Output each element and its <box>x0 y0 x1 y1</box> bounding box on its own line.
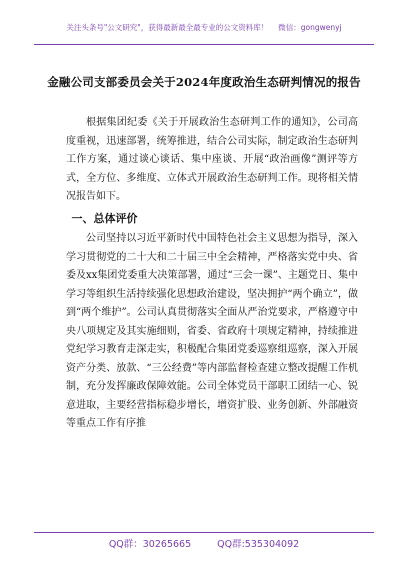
document-title: 金融公司支部委员会关于2024年度政治生态研判情况的报告 <box>47 75 361 89</box>
footer-divider <box>34 532 374 533</box>
footer <box>0 536 408 550</box>
promo-text: 关注头条号"公文研究"，获得最新最全最专业的公文资料库！ <box>66 23 269 32</box>
promo-banner <box>0 22 408 33</box>
section-paragraph: 公司坚持以习近平新时代中国特色社会主义思想为指导，深入学习贯彻党的二十大和二十届三中全会精神，严格落实党中央、省委及xx集团党委重大决策部署，通过“三会一课”、主题党日、集中学习等组织生活持续强化思想政治建设，坚决拥护“两个确立”，做到“两个维护”。公司认真贯彻落实全面从严治党要求，严格遵守中央八项规定及其实施细则，省委、省政府十项规定精神，持续推进党纪学习教育走深走实，积极配合集团党委巡察组巡察，深入开展资产分类、放款、“三公经费”等内部监督检查建立整改提醒工作机制，充分发挥廉政保障效能。公司全体党员干部职工团结一心、锐意进取，主要经营指标稳步增长，增资扩股、业务创新、外部融资等重点工作有序推 <box>66 233 358 429</box>
wechat-id: 微信：gongwenyj <box>278 23 342 32</box>
intro-paragraph: 根据集团纪委《关于开展政治生态研判工作的通知》，公司高度重视，迅速部署，统筹推进，结合公司实际，制定政治生态研判工作方案，通过谈心谈话、集中座谈、开展“政治画像”测评等方式，全方位、多维度、立体式开展政治生态研判工作。现将相关情况报告如下。 <box>66 117 358 202</box>
qq-group-2: QQ群:535304092 <box>217 539 300 550</box>
section-heading: 一、总体评价 <box>71 211 138 225</box>
header-divider <box>34 44 374 45</box>
document-body <box>66 114 358 434</box>
qq-group-1: QQ群：30265665 <box>108 539 192 550</box>
